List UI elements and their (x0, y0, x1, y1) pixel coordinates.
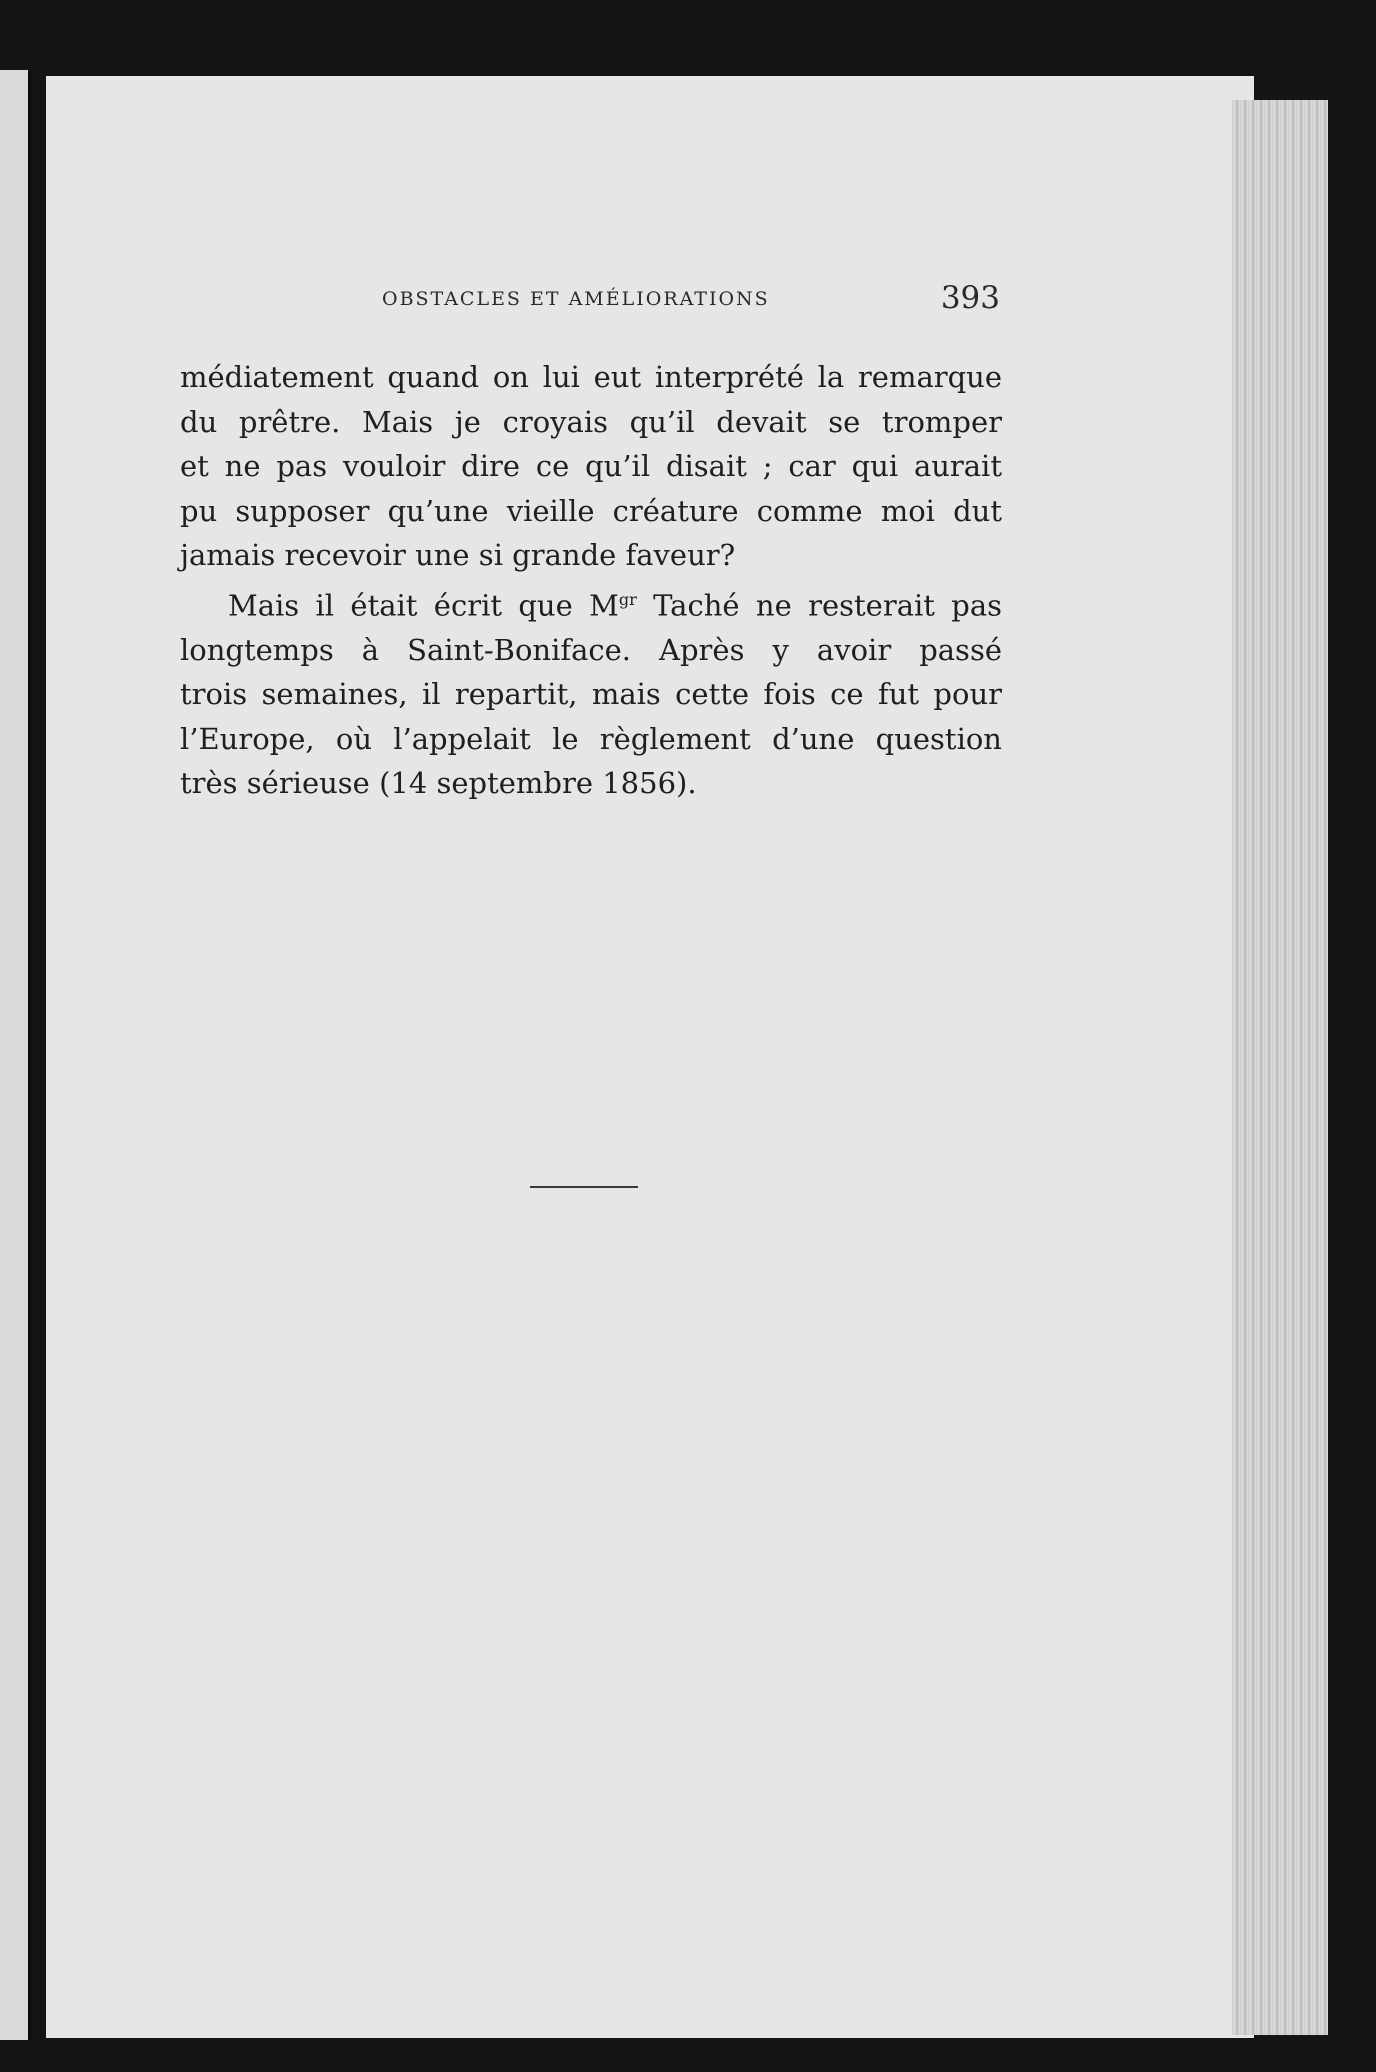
text-segment: Mais il était écrit que M (228, 588, 619, 623)
running-title: OBSTACLES ET AMÉLIORATIONS (382, 288, 770, 310)
page-header (176, 280, 1008, 330)
body-text (180, 355, 1002, 806)
text-line: jamais recevoir une si grande faveur? (180, 538, 736, 572)
text-line: médiatement quand on lui eut interprété la remarque (180, 360, 1002, 394)
page-number: 393 (940, 280, 1000, 316)
text-line: l’Europe, où l’appelait le règlement d’une question (180, 721, 1002, 756)
text-line: trois semaines, il repartit, mais cette fois ce fut pour (180, 677, 1002, 712)
adjacent-page-edge (0, 70, 31, 2040)
text-line: très sérieuse (14 septembre 1856). (180, 766, 697, 801)
text-line: longtemps à Saint-Boniface. Après y avoir passé (180, 632, 1002, 667)
text-segment: Taché ne resterait pas (636, 588, 1003, 623)
text-line: du prêtre. Mais je croyais qu’il devait se tromper (180, 404, 1002, 439)
paragraph (180, 355, 1002, 578)
chapter-end-rule (530, 1186, 638, 1188)
text-line: et ne pas vouloir dire ce qu’il disait ; car qui aurait (180, 449, 1002, 483)
text-line (180, 578, 1002, 628)
page-block-edges (1232, 100, 1328, 2035)
text-line: pu supposer qu’une vieille créature comme moi dut (180, 493, 1002, 528)
superscript-abbreviation: gr (618, 589, 637, 609)
paragraph (180, 578, 1002, 806)
